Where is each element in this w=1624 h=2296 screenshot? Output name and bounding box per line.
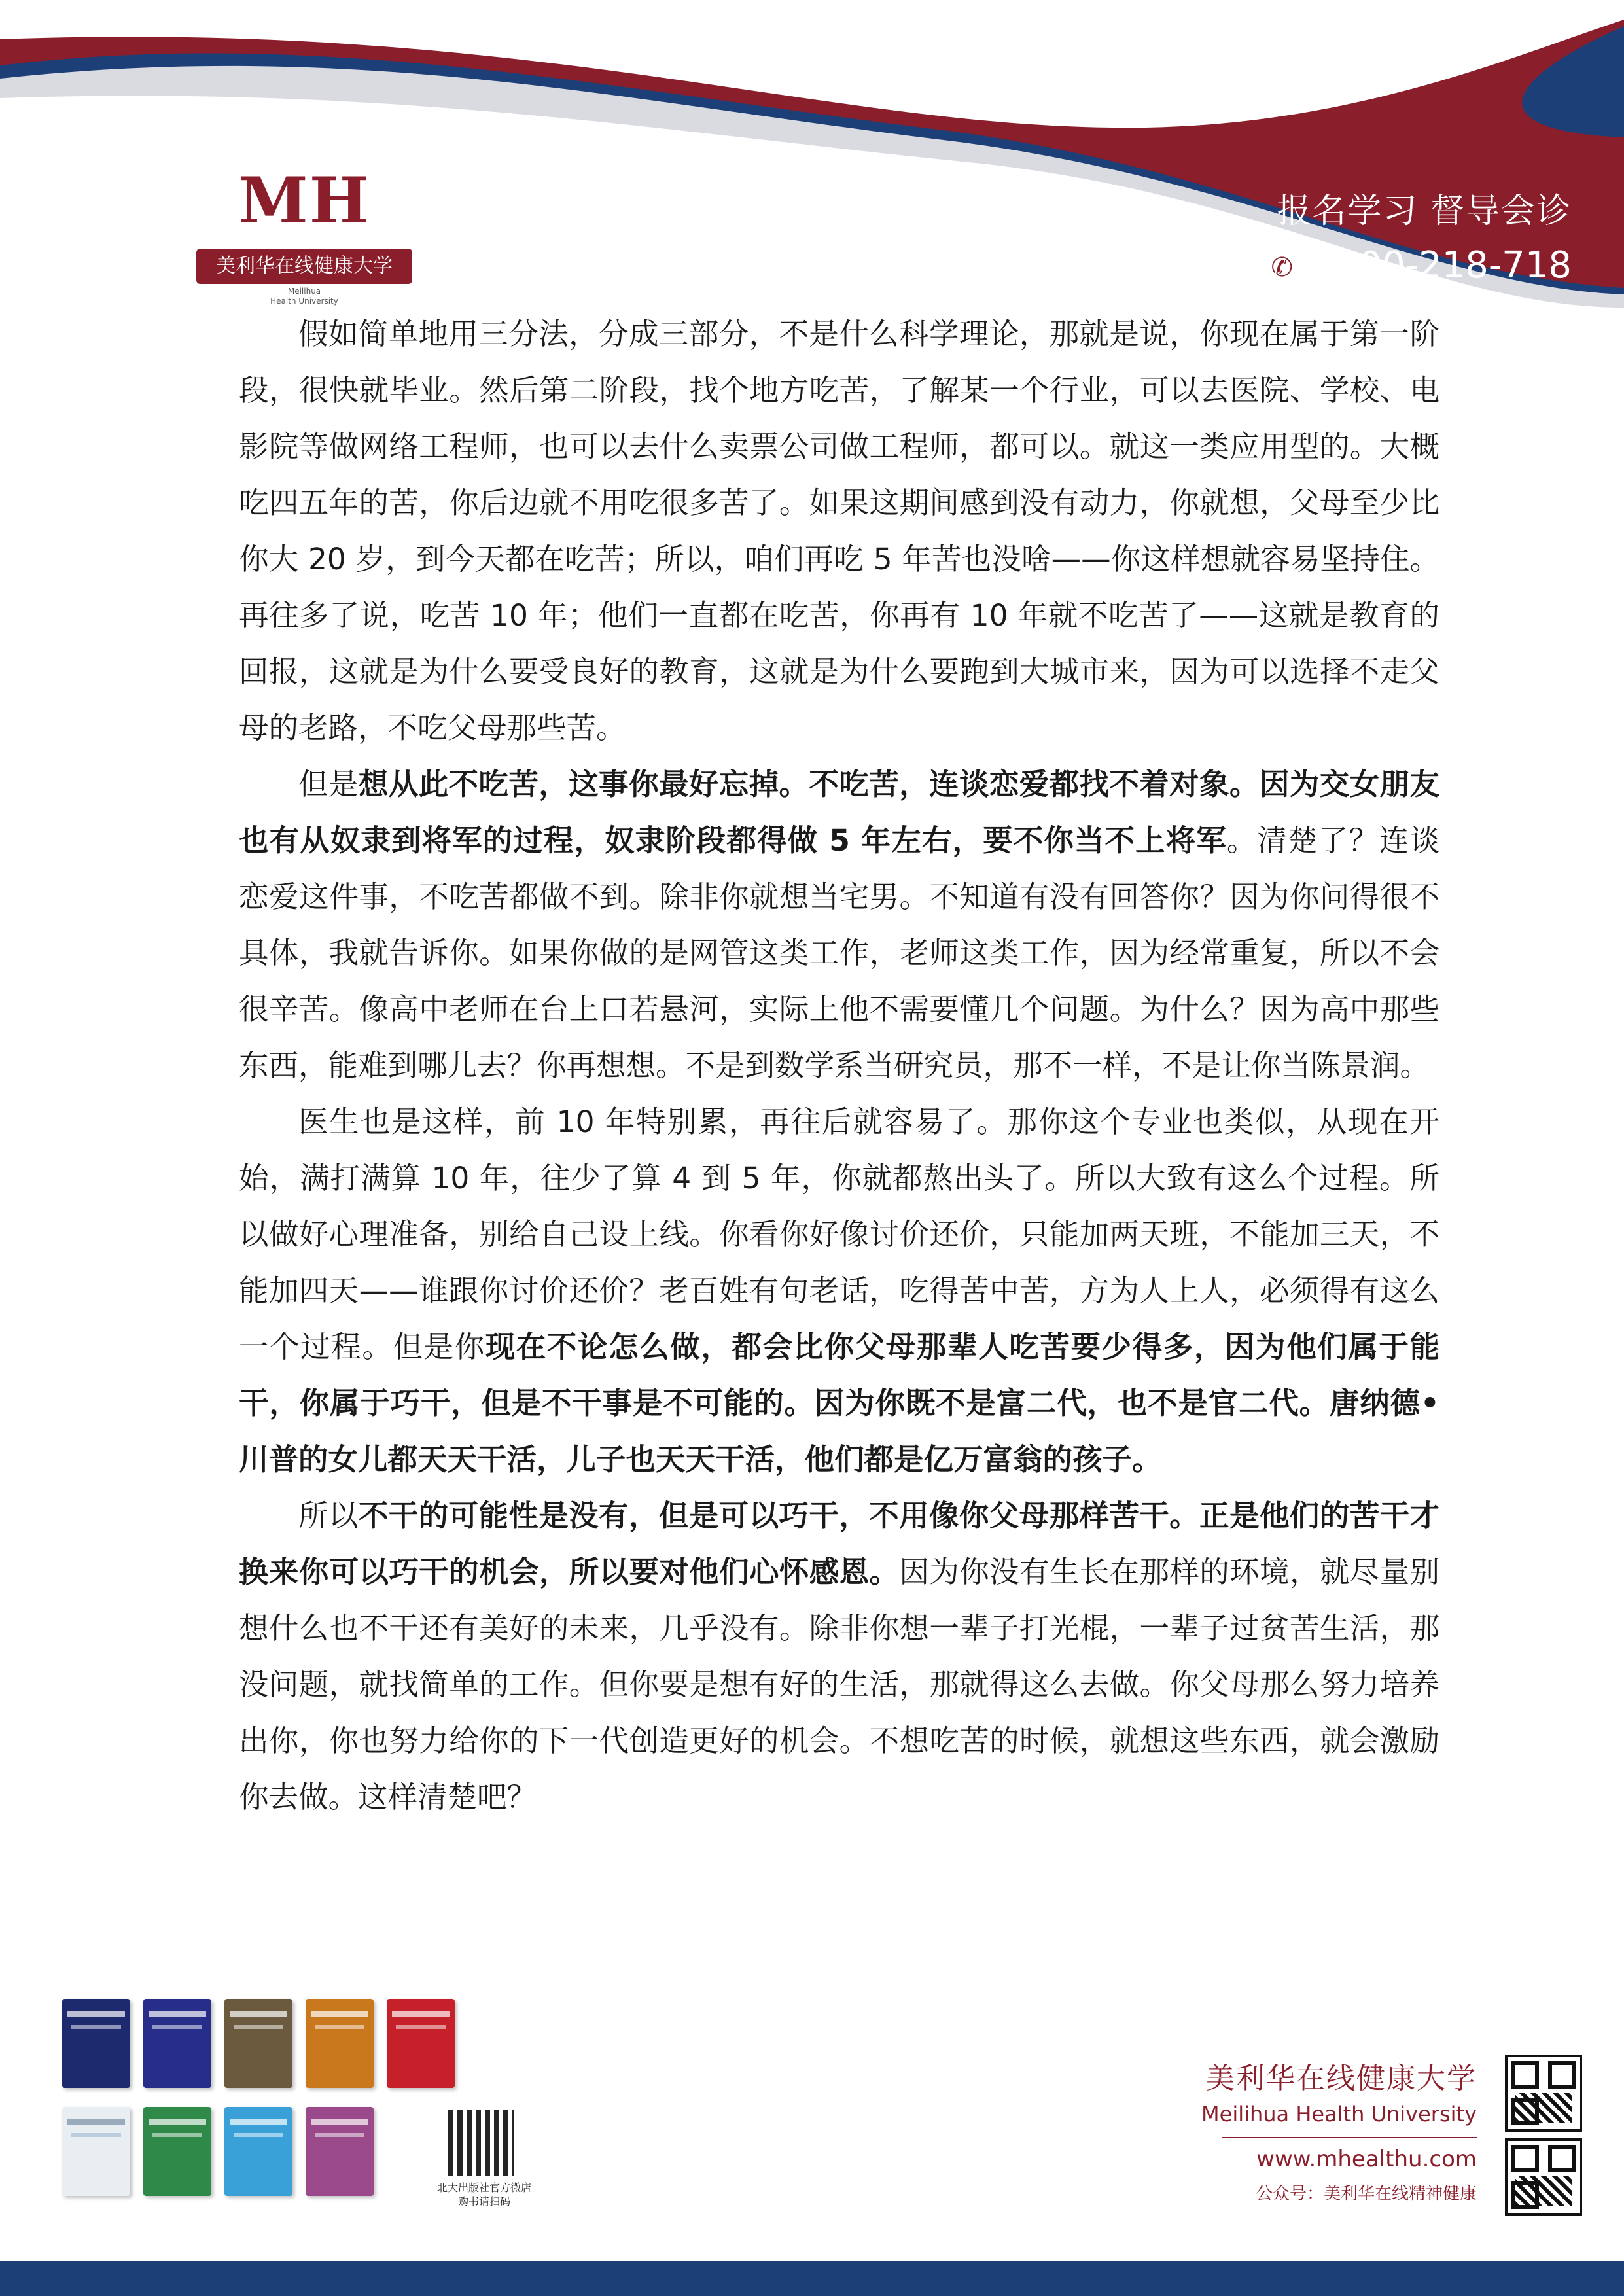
book-cover[interactable] [143, 2107, 211, 2196]
logo-ribbon: 美利华在线健康大学 [196, 249, 412, 284]
paragraph-3: 医生也是这样，前 10 年特别累，再往后就容易了。那你这个专业也类似，从现在开始，满打满算 10 年，往少了算 4 到 5 年，你就都熬出头了。所以大致有这么个过程。所以做好心理准备，别给自己设上线。你看你好像讨价还价，只能加两天班，不能加三天，不能加四天——谁跟你讨价还价？老百姓有句老话，吃得苦中苦，方为人上人，必须得有这么一个过程。但是你现在不论怎么做，都会比你父母那辈人吃苦要少得多，因为他们属于能干，你属于巧干，但是不干事是不可能的。因为你既不是富二代，也不是官二代。唐纳德•川普的女儿都天天干活，儿子也天天干活，他们都是亿万富翁的孩子。 [239, 1104, 1439, 1477]
book-cover[interactable] [62, 2107, 130, 2196]
phone-icon: ✆ [1262, 248, 1301, 287]
bookstore-qr-code[interactable] [448, 2110, 514, 2176]
wechat-account: 公众号：美利华在线精神健康 [1255, 2184, 1477, 2204]
book-covers [62, 1999, 531, 2208]
enroll-consult-text: 报名学习 督导会诊 [1277, 192, 1572, 231]
university-logo [196, 150, 412, 306]
emphasis-text: 想从此不吃苦，这事你最好忘掉。不吃苦，连谈恋爱都找不着对象。因为交女朋友也有从奴隶到将军的过程，奴隶阶段都得做 5 年左右，要不你当不上将军 [239, 767, 1439, 858]
website-link[interactable]: www.mhealthu.com [1256, 2146, 1477, 2172]
book-cover[interactable] [306, 2107, 374, 2196]
paragraph-2: 但是想从此不吃苦，这事你最好忘掉。不吃苦，连谈恋爱都找不着对象。因为交女朋友也有从奴隶到将军的过程，奴隶阶段都得做 5 年左右，要不你当不上将军。清楚了？连谈恋爱这件事，不吃苦都做不到。除非你就想当宅男。不知道有没有回答你？因为你问得很不具体，我就告诉你。如果你做的是网管这类工作，老师这类工作，因为经常重复，所以不会很辛苦。像高中老师在台上口若悬河，实际上他不需要懂几个问题。为什么？因为高中那些东西，能难到哪儿去？你再想想。不是到数学系当研究员，那不一样，不是让你当陈景润。 [239, 767, 1439, 1083]
book-cover[interactable] [387, 1999, 455, 2088]
phone-number[interactable]: ✆ 4000-218-718 [1262, 244, 1572, 287]
logo-english-name: Meilihua Health University [270, 287, 338, 306]
emphasis-text: 不干的可能性是没有，但是可以巧干，不用像你父母那样苦干。正是他们的苦干才换来你可以巧干的机会，所以要对他们心怀感恩。 [239, 1498, 1439, 1589]
website-qr-code[interactable] [1505, 2055, 1582, 2132]
footer-divider [1222, 2137, 1477, 2138]
paragraph-1: 假如简单地用三分法，分成三部分，不是什么科学理论，那就是说，你现在属于第一阶段，很快就毕业。然后第二阶段，找个地方吃苦，了解某一个行业，可以去医院、学校、电影院等做网络工程师，也可以去什么卖票公司做工程师，都可以。就这一类应用型的。大概吃四五年的苦，你后边就不用吃很多苦了。如果这期间感到没有动力，你就想，父母至少比你大 20 岁，到今天都在吃苦；所以，咱们再吃 5 年苦也没啥——你这样想就容易坚持住。再往多了说，吃苦 10 年；他们一直都在吃苦，你再有 10 年就不吃苦了——这就是教育的回报，这就是为什么要受良好的教育，这就是为什么要跑到大城市来，因为可以选择不走父母的老路，不吃父母那些苦。 [239, 317, 1439, 745]
qr-caption: 北大出版社官方微店 购书请扫码 [436, 2181, 531, 2208]
footer-brand [1201, 2055, 1477, 2204]
paragraph-4: 所以不干的可能性是没有，但是可以巧干，不用像你父母那样苦干。正是他们的苦干才换来你可以巧干的机会，所以要对他们心怀感恩。因为你没有生长在那样的环境，就尽量别想什么也不干还有美好的未来，几乎没有。除非你想一辈子打光棍，一辈子过贫苦生活，那没问题，就找简单的工作。但你要是想有好的生活，那就得这么去做。你父母那么努力培养出你，你也努力给你的下一代创造更好的机会。不想吃苦的时候，就想这些东西，就会激励你去做。这样清楚吧？ [239, 1498, 1439, 1814]
header-contact [1262, 183, 1572, 287]
book-cover[interactable] [62, 1999, 130, 2088]
article-body [239, 306, 1439, 1826]
footer-bar [0, 2261, 1624, 2296]
book-cover[interactable] [143, 1999, 211, 2088]
book-cover[interactable] [306, 1999, 374, 2088]
wechat-qr-code[interactable] [1505, 2138, 1582, 2216]
footer-brand-cn: 美利华在线健康大学 [1206, 2062, 1477, 2095]
book-cover[interactable] [224, 2107, 292, 2196]
logo-mark: MH [238, 164, 370, 238]
footer-brand-en: Meilihua Health University [1201, 2102, 1477, 2127]
emphasis-text: 现在不论怎么做，都会比你父母那辈人吃苦要少得多，因为他们属于能干，你属于巧干，但是不干事是不可能的。因为你既不是富二代，也不是官二代。唐纳德•川普的女儿都天天干活，儿子也天天干活，他们都是亿万富翁的孩子。 [239, 1330, 1439, 1477]
book-cover[interactable] [224, 1999, 292, 2088]
